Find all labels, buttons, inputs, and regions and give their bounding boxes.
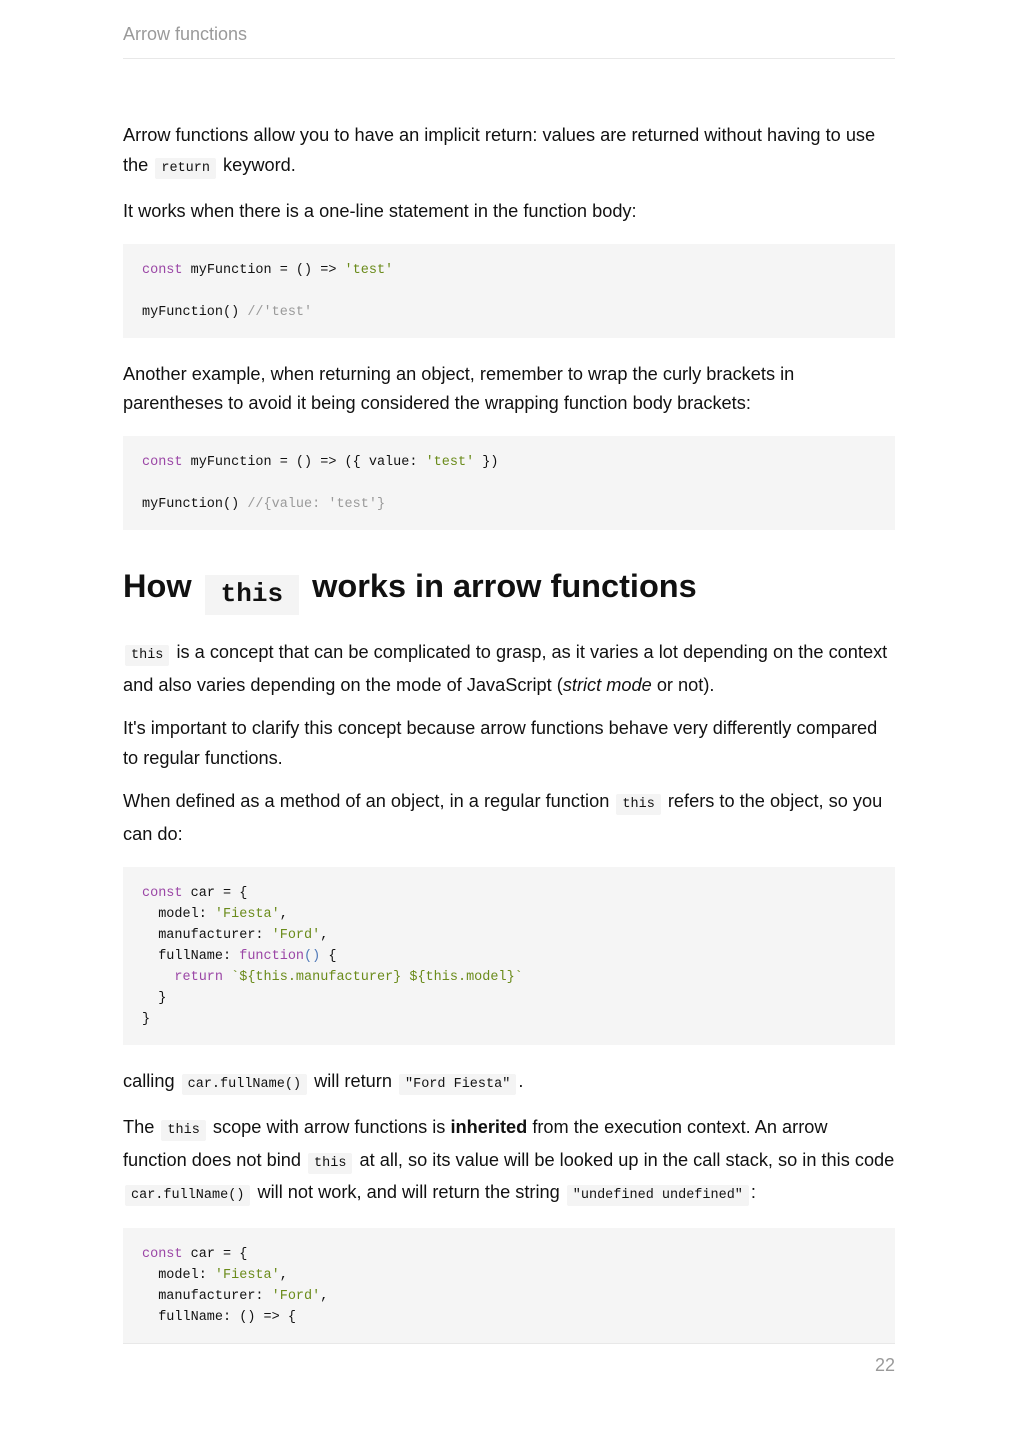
header-divider [123,58,895,59]
code-block-3: const car = { model: 'Fiesta', manufacturer: 'Ford', fullName: function() { return `${this.manufacturer} ${this.model}` } } [123,867,895,1045]
inline-code: this [616,794,660,815]
inline-code: car.fullName() [125,1185,250,1206]
inline-code: this [125,645,169,666]
heading-code: this [205,575,299,615]
paragraph-one-line: It works when there is a one-line statement in the function body: [123,201,637,222]
running-header: Arrow functions [123,24,248,44]
section-heading: How this works in arrow functions [123,562,895,618]
paragraph-this-concept: this is a concept that can be complicated to grasp, as it varies a lot depending on the context and also varies depending on the mode of JavaScript (strict mode or not). [123,641,888,695]
inline-code: car.fullName() [182,1074,307,1095]
page-content [123,121,895,1365]
inline-code: "undefined undefined" [567,1185,749,1206]
code-block-2: const myFunction = () => ({ value: 'test' }) myFunction() //{value: 'test'} [123,436,895,530]
inline-code: this [308,1153,352,1174]
inline-code: this [161,1120,205,1141]
paragraph-implicit-return: Arrow functions allow you to have an implicit return: values are returned without having to use the return keyword. [123,121,895,183]
inline-code: return [155,158,216,179]
code-block-4: const car = { model: 'Fiesta', manufacturer: 'Ford', fullName: () => { [123,1228,895,1343]
footer-divider [123,1343,895,1344]
paragraph-calling: calling car.fullName() will return "Ford Fiesta" . [123,1067,895,1100]
inline-code: "Ford Fiesta" [399,1074,516,1095]
paragraph-clarify: It's important to clarify this concept because arrow functions behave very differently compared to regular functions. [123,718,878,768]
page-number: 22 [874,1355,895,1375]
paragraph-object-return: Another example, when returning an object, remember to wrap the curly brackets in parentheses to avoid it being considered the wrapping function body brackets: [123,363,795,414]
code-block-1: const myFunction = () => 'test' myFunction() //'test' [123,244,895,338]
paragraph-method: When defined as a method of an object, in a regular function this refers to the object, so you can do: [123,791,883,844]
paragraph-inherited: The this scope with arrow functions is inherited from the execution context. An arrow function does not bind this at all, so its value will be looked up in the call stack, so in this code car.fullName() will not work, and will return the string "undefined undefined" : [123,1113,895,1211]
